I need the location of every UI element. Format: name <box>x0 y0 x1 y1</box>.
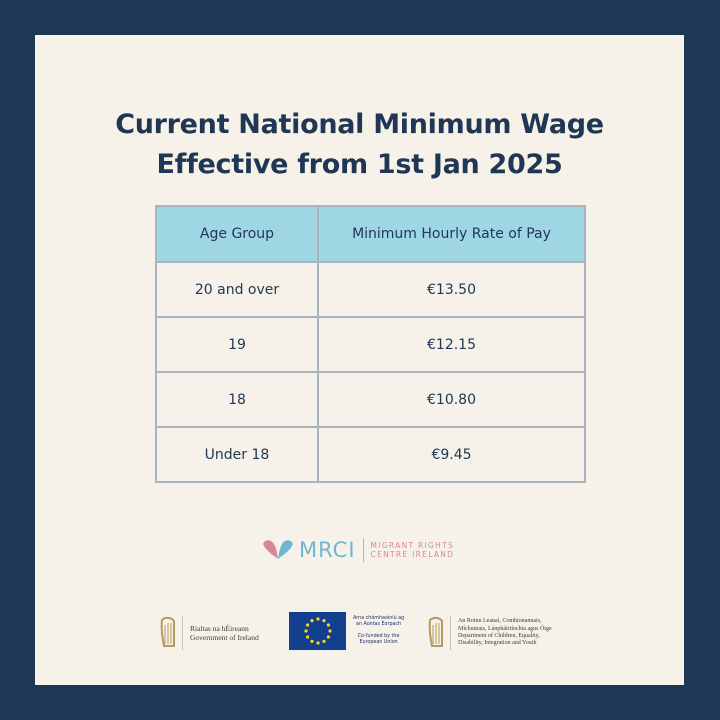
government-of-ireland-logo <box>159 608 259 658</box>
mrci-tagline <box>371 541 455 559</box>
gov-divider <box>182 616 183 650</box>
mrci-heart-icon <box>261 538 295 562</box>
hourly-rate-cell: €12.15 <box>318 317 585 372</box>
harp-icon <box>159 616 177 650</box>
gov-ireland-text <box>190 624 259 642</box>
mrci-tagline-line-2: CENTRE IRELAND <box>370 550 455 559</box>
mrci-tagline-line-1: MIGRANT RIGHTS <box>370 541 455 550</box>
dept-line-4: Disability, Integration and Youth <box>458 640 537 647</box>
funder-logos <box>35 608 684 658</box>
hourly-rate-cell: €9.45 <box>318 427 585 482</box>
mrci-logo <box>261 535 454 565</box>
age-group-cell: 20 and over <box>156 262 318 317</box>
gov-ireland-line-2: Government of Ireland <box>190 633 259 642</box>
column-header-hourly-rate: Minimum Hourly Rate of Pay <box>318 206 585 262</box>
eu-line-3: Co-funded by the <box>357 634 400 639</box>
dept-divider <box>450 616 451 650</box>
title-line-1: Current National Minimum Wage <box>115 109 604 140</box>
hourly-rate-cell: €13.50 <box>318 262 585 317</box>
hourly-rate-cell: €10.80 <box>318 372 585 427</box>
eu-line-2: an Aontas Eorpach <box>356 622 402 627</box>
eu-line-4: European Union <box>359 640 398 645</box>
minimum-wage-table <box>155 205 586 483</box>
poster-card <box>35 35 684 685</box>
mrci-wordmark: MRCI <box>299 538 356 562</box>
eu-line-1: Arna chómhaoiniú ag <box>353 616 405 621</box>
table-row <box>156 317 585 372</box>
page-title <box>35 105 684 185</box>
dept-line-1: An Roinn Leanaí, Comhionannais, <box>458 618 542 625</box>
eu-flag-icon <box>289 612 346 650</box>
department-text <box>458 618 552 648</box>
age-group-cell: Under 18 <box>156 427 318 482</box>
age-group-cell: 18 <box>156 372 318 427</box>
title-line-2: Effective from 1st Jan 2025 <box>156 149 563 180</box>
harp-icon <box>427 616 445 650</box>
table-row <box>156 262 585 317</box>
dept-line-3: Department of Children, Equality, <box>458 633 540 639</box>
eu-cofunded-text <box>353 616 404 646</box>
eu-stars-icon <box>303 616 333 646</box>
mrci-divider <box>363 538 364 562</box>
gov-ireland-line-1: Rialtas na hÉireann <box>190 624 249 633</box>
column-header-age-group: Age Group <box>156 206 318 262</box>
table-row <box>156 427 585 482</box>
table-row <box>156 372 585 427</box>
table-header-row <box>156 206 585 262</box>
dept-line-2: Míchumais, Lánpháirtíochta agus Óige <box>458 625 552 632</box>
department-logo <box>427 608 552 658</box>
age-group-cell: 19 <box>156 317 318 372</box>
eu-cofunded-logo <box>289 612 404 650</box>
